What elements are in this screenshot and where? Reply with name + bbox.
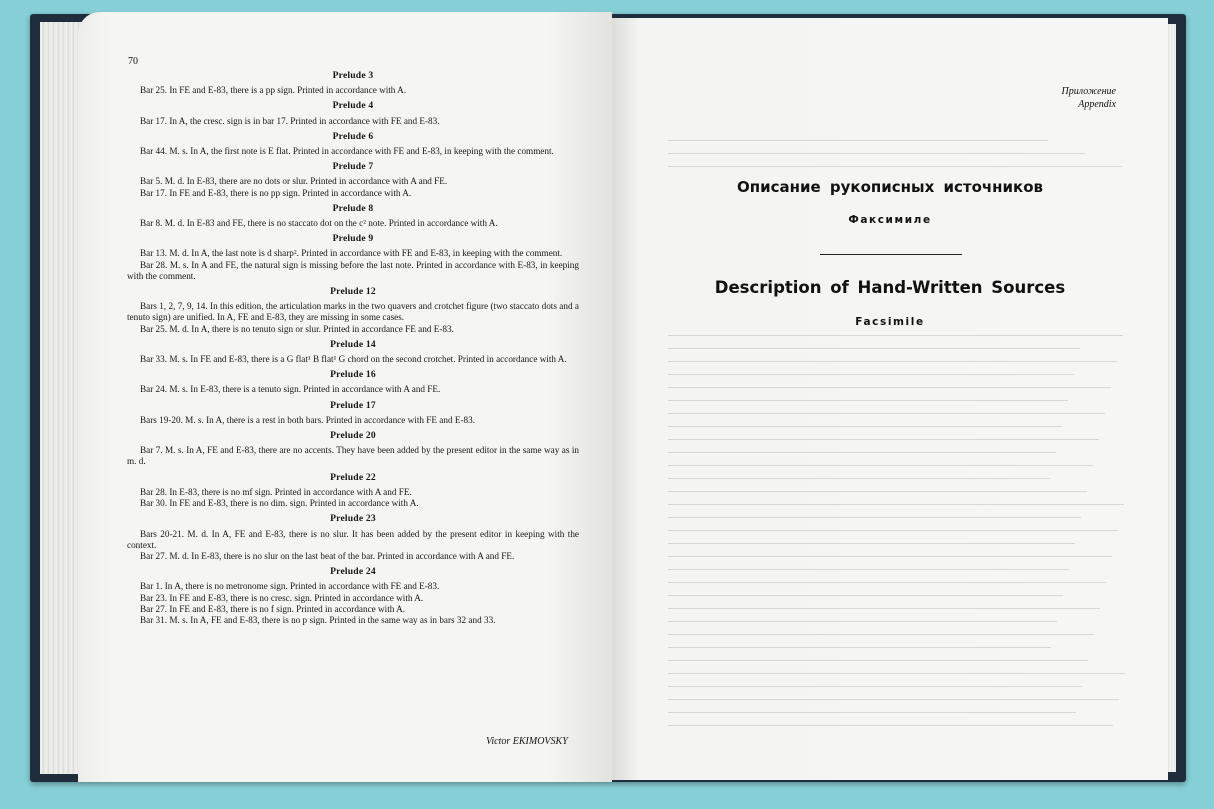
prelude-section: [127, 400, 579, 426]
prelude-heading: Prelude 23: [330, 513, 376, 525]
note-text: Bar 13. M. d. In A, the last note is d sharp². Printed in accordance with FE and E-83, in keeping with the comment.: [140, 248, 563, 259]
show-through-line: [668, 140, 1048, 141]
note-text: Bar 17. In FE and E-83, there is no pp sign. Printed in accordance with A.: [140, 187, 412, 198]
prelude-heading: Prelude 24: [330, 566, 376, 578]
note-text: Bar 17. In A, the cresc. sign is in bar 17. Printed in accordance with FE and E-83.: [140, 115, 440, 126]
note-text: Bar 8. M. d. In E-83 and FE, there is no staccato dot on the c² note. Printed in accordance with A.: [140, 218, 498, 229]
prelude-heading: Prelude 7: [332, 161, 374, 173]
prelude-section: [127, 566, 579, 626]
show-through-line: [668, 673, 1125, 674]
show-through-line: [668, 569, 1069, 570]
note-text: Bar 1. In A, there is no metronome sign. Printed in accordance with FE and E-83.: [140, 581, 440, 592]
note-text: Bars 1, 2, 7, 9, 14. In this edition, the articulation marks in the two quavers and crotchet figure (two staccato dots and a tenuto sign) are unified. In A, FE and E-83, they are missing in some cases.: [127, 301, 579, 323]
show-through-line: [668, 439, 1099, 440]
show-through-line: [668, 361, 1117, 362]
prelude-section: [127, 369, 579, 395]
show-through-line: [668, 543, 1075, 544]
show-through-line: [668, 426, 1062, 427]
note-text: Bar 24. M. s. In E-83, there is a tenuto sign. Printed in accordance with A and FE.: [140, 384, 441, 395]
show-through-line: [668, 491, 1087, 492]
prelude-section: [127, 233, 579, 282]
subtitle-russian: Факсимиле: [848, 214, 932, 226]
show-through-line: [668, 725, 1113, 726]
show-through-line: [668, 153, 1085, 154]
show-through-line: [668, 166, 1122, 167]
show-through-line: [668, 595, 1063, 596]
prelude-section: [127, 286, 579, 335]
show-through-line: [668, 621, 1057, 622]
page-number: 70: [128, 56, 138, 67]
show-through-line: [668, 556, 1112, 557]
show-through-line: [668, 660, 1088, 661]
show-through-line: [668, 582, 1106, 583]
prelude-heading: Prelude 20: [330, 430, 376, 442]
prelude-section: [127, 131, 579, 157]
show-through-line: [668, 530, 1118, 531]
note-text: Bar 31. M. s. In A, FE and E-83, there is no p sign. Printed in the same way as in bars 32 and 33.: [140, 614, 496, 625]
title-russian: Описание рукописных источников: [736, 178, 1044, 196]
prelude-section: [127, 513, 579, 562]
note-text: Bar 25. In FE and E-83, there is a pp sign. Printed in accordance with A.: [140, 85, 407, 96]
show-through-line: [668, 504, 1124, 505]
show-through-line: [668, 413, 1105, 414]
appendix-label: [1062, 85, 1116, 111]
editorial-notes: [127, 70, 579, 630]
prelude-section: [127, 161, 579, 199]
show-through-line: [668, 634, 1094, 635]
show-through-line: [668, 348, 1080, 349]
title-english: Description of Hand-Written Sources: [714, 278, 1066, 297]
show-through-line: [668, 608, 1100, 609]
prelude-section: [127, 472, 579, 510]
show-through-line: [668, 387, 1111, 388]
note-text: Bar 5. M. d. In E-83, there are no dots or slur. Printed in accordance with A and FE.: [140, 176, 448, 187]
note-text: Bar 23. In FE and E-83, there is no cresc. sign. Printed in accordance with A.: [140, 592, 424, 603]
show-through-line: [668, 465, 1093, 466]
prelude-section: [127, 430, 579, 468]
prelude-heading: Prelude 9: [332, 233, 374, 245]
prelude-heading: Prelude 17: [330, 399, 376, 411]
note-text: Bar 27. In FE and E-83, there is no f sign. Printed in accordance with A.: [140, 603, 406, 614]
note-text: Bar 27. M. d. In E-83, there is no slur on the last beat of the bar. Printed in accordance with A and FE.: [140, 550, 515, 561]
show-through-line: [668, 335, 1123, 336]
appendix-label-ru: Приложение: [1061, 86, 1116, 97]
right-page: [612, 18, 1168, 780]
note-text: Bar 44. M. s. In A, the first note is E flat. Printed in accordance with FE and E-83, in keeping with the comment.: [140, 146, 554, 157]
prelude-heading: Prelude 4: [332, 100, 374, 112]
note-text: Bar 25. M. d. In A, there is no tenuto sign or slur. Printed in accordance FE and E-83.: [140, 323, 454, 334]
show-through-line: [668, 478, 1050, 479]
prelude-heading: Prelude 12: [330, 286, 376, 298]
show-through-line: [668, 400, 1068, 401]
note-text: Bars 20-21. M. d. In A, FE and E-83, there is no slur. It has been added by the present editor in keeping with the context.: [127, 528, 579, 550]
note-text: Bar 30. In FE and E-83, there is no dim. sign. Printed in accordance with A.: [140, 498, 419, 509]
prelude-section: [127, 100, 579, 126]
prelude-heading: Prelude 8: [332, 202, 374, 214]
page-edges-left: [40, 22, 82, 774]
show-through-line: [668, 647, 1051, 648]
note-text: Bars 19-20. M. s. In A, there is a rest in both bars. Printed in accordance with FE and E-83.: [140, 414, 476, 425]
prelude-section: [127, 70, 579, 96]
appendix-label-en: Appendix: [1078, 99, 1116, 110]
note-text: Bar 28. In E-83, there is no mf sign. Printed in accordance with A and FE.: [140, 486, 412, 497]
subtitle-english: Facsimile: [855, 316, 925, 328]
prelude-heading: Prelude 14: [330, 338, 376, 350]
show-through-line: [668, 686, 1082, 687]
prelude-section: [127, 203, 579, 229]
prelude-section: [127, 339, 579, 365]
show-through-line: [668, 699, 1119, 700]
title-divider: [820, 254, 962, 255]
show-through-line: [668, 374, 1074, 375]
show-through-line: [668, 712, 1076, 713]
show-through-line: [668, 517, 1081, 518]
author-signature: Victor EKIMOVSKY: [486, 736, 568, 747]
note-text: Bar 7. M. s. In A, FE and E-83, there are no accents. They have been added by the present editor in the same way as in m. d.: [127, 445, 579, 467]
prelude-heading: Prelude 6: [332, 130, 374, 142]
prelude-heading: Prelude 22: [330, 471, 376, 483]
prelude-heading: Prelude 3: [332, 70, 374, 81]
note-text: Bar 28. M. s. In A and FE, the natural sign is missing before the last note. Printed in accordance with E-83, in keeping with the comment.: [127, 259, 579, 281]
note-text: Bar 33. M. s. In FE and E-83, there is a G flat¹ B flat¹ G chord on the second crotchet. Printed in accordance with A.: [140, 354, 567, 365]
prelude-heading: Prelude 16: [330, 369, 376, 381]
show-through-line: [668, 452, 1056, 453]
